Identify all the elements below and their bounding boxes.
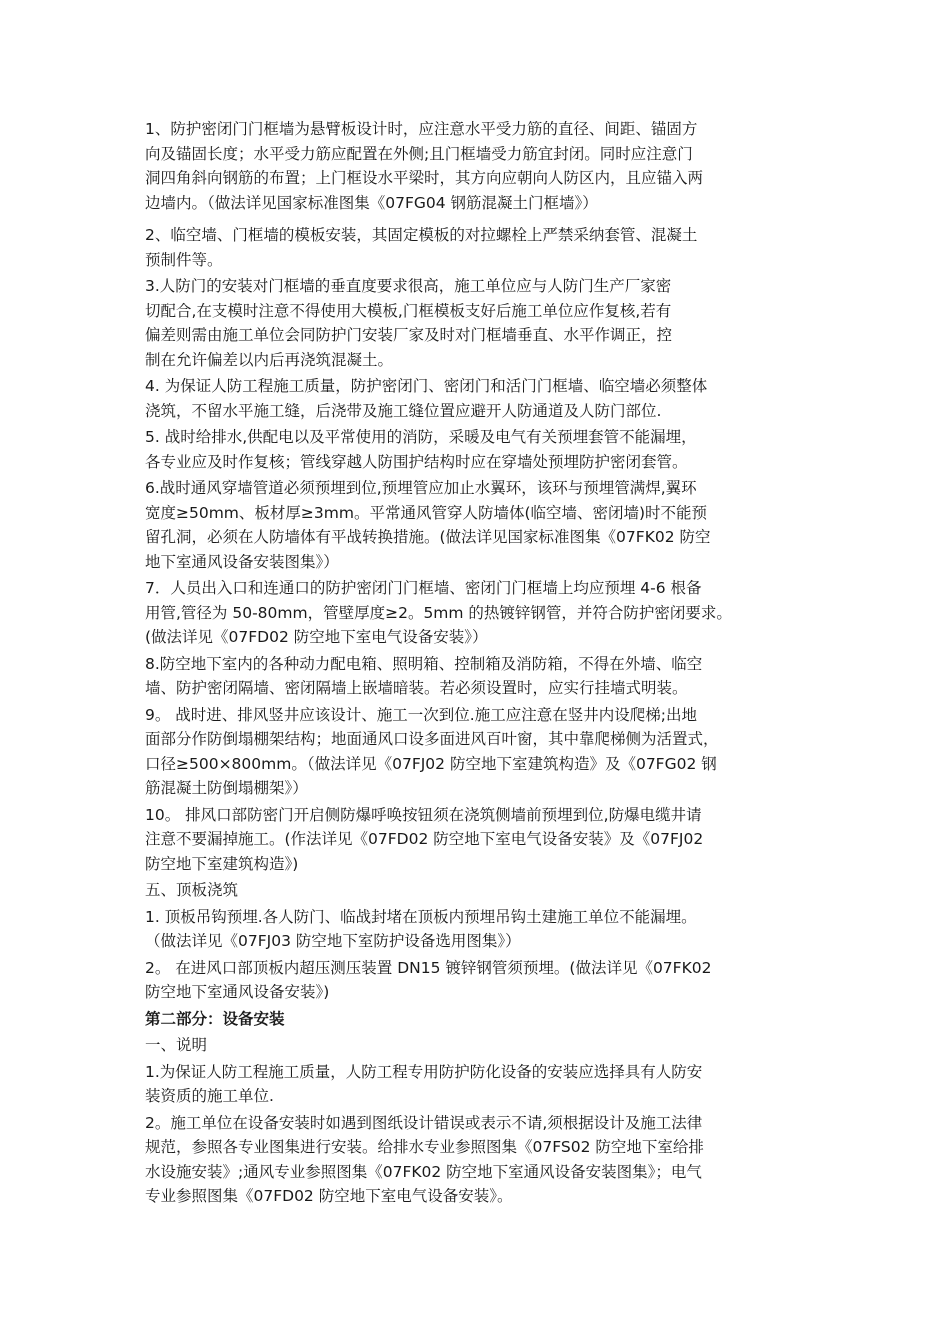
- paragraph-9: 9。 战时进、排风竖井应该设计、施工一次到位.施工应注意在竖井内设爬梯;出地 面部分作防倒塌棚架结构；地面通风口设多面进风百叶窗，其中靠爬梯侧为活置式， 口径≥500×800mm。（做法详见《07FJ02 防空地下室建筑构造》及《07FG02 钢 筋混凝土防倒塌棚架》）: [145, 705, 719, 797]
- paragraph-roof-1: 1. 顶板吊钩预埋.各人防门、临战封堵在顶板内预埋吊钩土建施工单位不能漏埋。 （做法详见《07FJ03 防空地下室防护设备选用图集》）: [145, 907, 697, 950]
- paragraph-roof-2: 2。 在进风口部顶板内超压测压装置 DN15 镀锌钢管须预埋。(做法详见《07FK02 防空地下室通风设备安装》): [145, 958, 712, 1001]
- paragraph-5: 5. 战时给排水,供配电以及平常使用的消防，采暖及电气有关预埋套管不能漏埋， 各专业应及时作复核；管线穿越人防围护结构时应在穿墙处预埋防护密闭套管。: [145, 428, 697, 471]
- paragraph-1: 1、防护密闭门门框墙为悬臂板设计时，应注意水平受力筋的直径、间距、锚固方 向及锚固长度；水平受力筋应配置在外侧;且门框墙受力筋宜封闭。同时应注意门 洞四角斜向钢筋的布置；上门框设水平梁时，其方向应朝向人防区内，且应锚入两 边墙内。（做法详见国家标准图集《07FG04 钢筋混凝土门框墙》）: [145, 120, 704, 212]
- section-heading-notes: 一、说明: [145, 1036, 208, 1054]
- paragraph-6: 6.战时通风穿墙管道必须预埋到位,预埋管应加止水翼环，该环与预埋管满焊,翼环 宽度≥50mm、板材厚≥3mm。平常通风管穿人防墙体(临空墙、密闭墙)时不能预 留孔洞，必须在人防墙体有平战转换措施。(做法详见国家标准图集《07FK02 防空 地下室通风设备安装图集》）: [145, 479, 711, 571]
- paragraph-notes-1: 1.为保证人防工程施工质量，人防工程专用防护防化设备的安装应选择具有人防安 装资质的施工单位.: [145, 1062, 703, 1105]
- paragraph-10: 10。 排风口部防密门开启侧防爆呼唤按钮须在浇筑侧墙前预埋到位,防爆电缆井请 注意不要漏掉施工。(作法详见《07FD02 防空地下室电气设备安装》及《07FJ02 防空地下室建筑构造》): [145, 805, 704, 873]
- document-body: [145, 117, 815, 1211]
- section-heading-roof-pouring: 五、顶板浇筑: [145, 881, 239, 899]
- paragraph-2: 2、临空墙、门框墙的模板安装，其固定模板的对拉螺栓上严禁采纳套管、混凝土 预制件等。: [145, 226, 698, 269]
- paragraph-notes-2: 2。施工单位在设备安装时如遇到图纸设计错误或表示不请,须根据设计及施工法律 规范，参照各专业图集进行安装。给排水专业参照图集《07FS02 防空地下室给排 水设施安装》;通风专业参照图集《07FK02 防空地下室通风设备安装图集》；电气 专业参照图集《07FD02 防空地下室电气设备安装》。: [145, 1113, 704, 1205]
- paragraph-3: 3.人防门的安装对门框墙的垂直度要求很高，施工单位应与人防门生产厂家密 切配合,在支模时注意不得使用大模板,门框模板支好后施工单位应作复核,若有 偏差则需由施工单位会同防护门安装厂家及时对门框墙垂直、水平作调正，控 制在允许偏差以内后再浇筑混凝土。: [145, 277, 673, 369]
- part-two-heading: 第二部分：设备安装: [145, 1009, 285, 1028]
- paragraph-8: 8.防空地下室内的各种动力配电箱、照明箱、控制箱及消防箱，不得在外墙、临空 墙、防护密闭隔墙、密闭隔墙上嵌墙暗装。若必须设置时，应实行挂墙式明装。: [145, 654, 703, 697]
- paragraph-7: 7．人员出入口和连通口的防护密闭门门框墙、密闭门门框墙上均应预埋 4-6 根备 用管,管径为 50-80mm，管壁厚度≥2。5mm 的热镀锌钢管，并符合防护密闭要求。 (做法详见《07FD02 防空地下室电气设备安装》）: [145, 579, 732, 646]
- paragraph-4: 4. 为保证人防工程施工质量，防护密闭门、密闭门和活门门框墙、临空墙必须整体 浇筑，不留水平施工缝，后浇带及施工缝位置应避开人防通道及人防门部位.: [145, 377, 708, 420]
